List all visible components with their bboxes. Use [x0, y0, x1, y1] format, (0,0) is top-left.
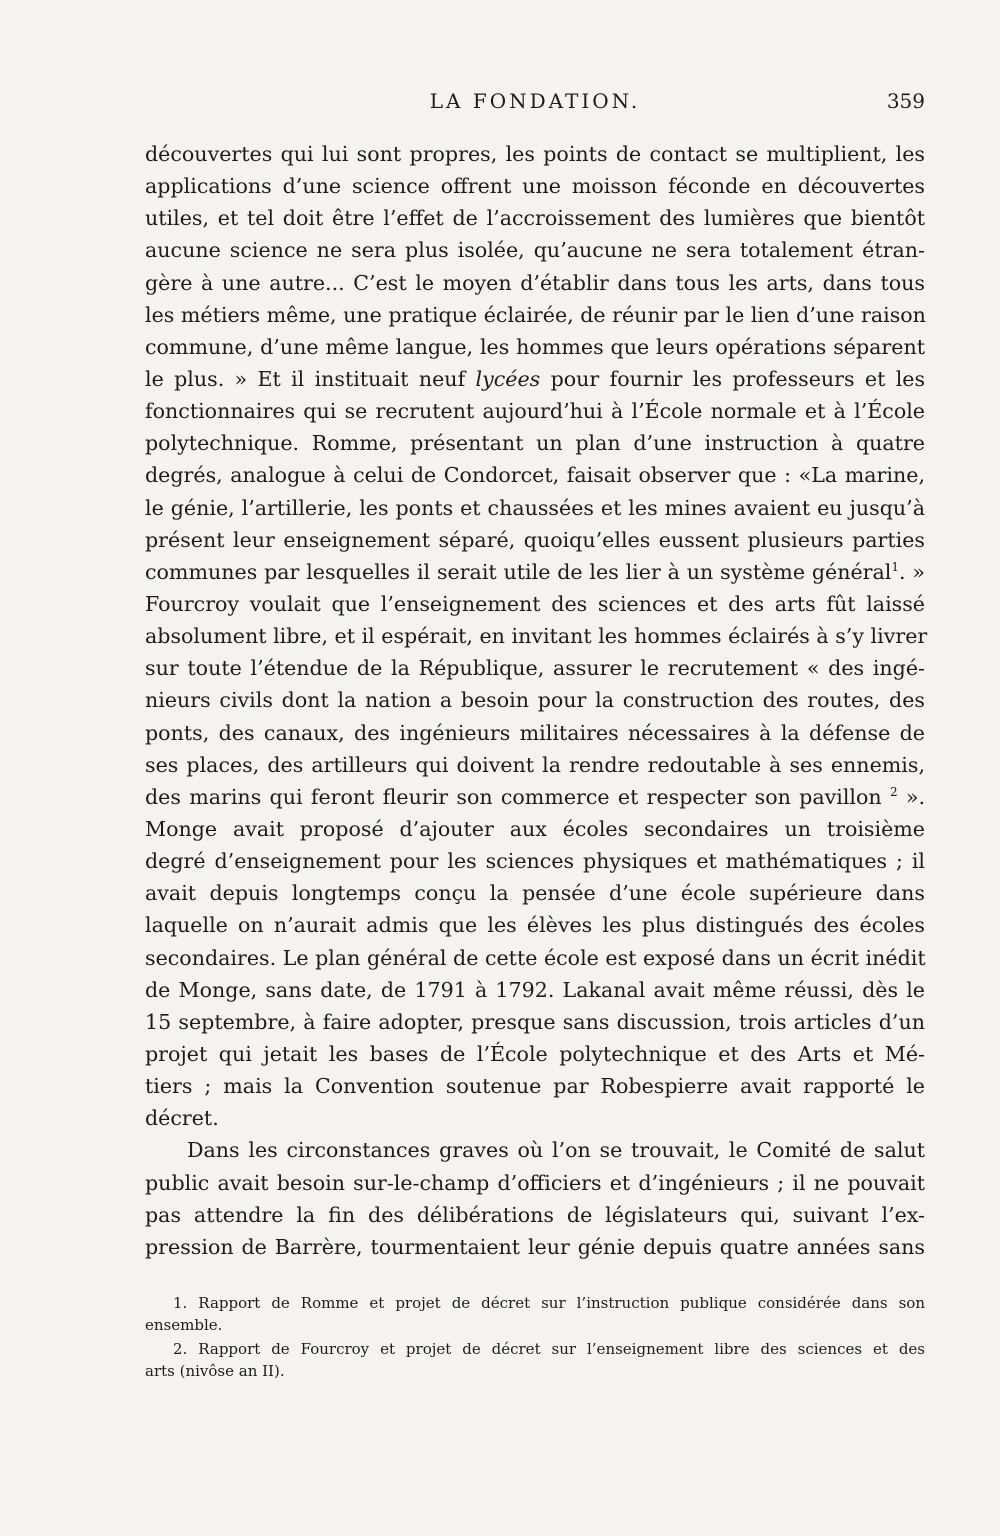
text-line: 15 septembre, à faire adopter, presque sans discussion, trois articles d’un	[145, 1009, 925, 1034]
text-line: de Monge, sans date, de 1791 à 1792. Lakanal avait même réussi, dès le	[145, 977, 925, 1002]
text-line: ponts, des canaux, des ingénieurs militaires nécessaires à la défense de	[145, 720, 925, 745]
text-line: public avait besoin sur-le-champ d’officiers et d’ingénieurs ; il ne pouvait	[145, 1170, 925, 1195]
text-line: gère à une autre... C’est le moyen d’établir dans tous les arts, dans tous	[145, 270, 925, 295]
footnote-2-line: 2. Rapport de Fourcroy et projet de décret sur l’enseignement libre des sciences et des	[173, 1340, 925, 1358]
italic-word: lycées	[475, 366, 541, 391]
footnote-1-line: 1. Rapport de Romme et projet de décret sur l’instruction publique considérée dans son	[173, 1294, 925, 1312]
text-line: ses places, des artilleurs qui doivent la rendre redoutable à ses ennemis,	[145, 752, 925, 777]
text-line: pression de Barrère, tourmentaient leur génie depuis quatre années sans	[145, 1234, 925, 1259]
text-line: projet qui jetait les bases de l’École polytechnique et des Arts et Mé-	[145, 1041, 925, 1066]
text-segment: ».	[897, 784, 925, 809]
text-line: les métiers même, une pratique éclairée, de réunir par le lien d’une raison	[145, 302, 926, 327]
text-line: absolument libre, et il espérait, en invitant les hommes éclairés à s’y livrer	[145, 624, 928, 649]
body-text	[145, 138, 928, 1263]
text-line: sur toute l’étendue de la République, assurer le recrutement « des ingé-	[145, 656, 925, 681]
text-line: polytechnique. Romme, présentant un plan d’une instruction à quatre	[145, 431, 925, 456]
text-line: utiles, et tel doit être l’effet de l’accroissement des lumières que bientôt	[145, 206, 925, 231]
text-line	[145, 556, 925, 588]
text-segment: . »	[899, 559, 926, 584]
running-title: LA FONDATION.	[429, 89, 641, 113]
footnote-2-line: arts (nivôse an II).	[145, 1361, 285, 1380]
text-line: nieurs civils dont la nation a besoin pour la construction des routes, des	[145, 688, 925, 713]
text-segment: des marins qui feront fleurir son commerce et respecter son pavillon	[145, 784, 882, 809]
text-line: tiers ; mais la Convention soutenue par Robespierre avait rapporté le	[145, 1074, 925, 1099]
text-line: pas attendre la fin des délibérations de législateurs qui, suivant l’ex-	[145, 1202, 925, 1227]
footnote-ref: 2	[889, 784, 898, 799]
text-line: présent leur enseignement séparé, quoiqu’elles eussent plusieurs parties	[145, 527, 925, 552]
text-segment: pour fournir les professeurs et les	[550, 366, 926, 391]
text-segment: communes par lesquelles il serait utile de les lier à un système général	[145, 559, 892, 584]
text-line: décret.	[145, 1106, 219, 1131]
text-line: Monge avait proposé d’ajouter aux écoles secondaires un troisième	[145, 816, 925, 841]
page-number: 359	[886, 89, 925, 113]
text-line: Dans les circonstances graves où l’on se trouvait, le Comité de salut	[187, 1138, 925, 1163]
text-line: Fourcroy voulait que l’enseignement des sciences et des arts fût laissé	[145, 591, 925, 616]
text-line	[145, 781, 925, 813]
text-line: applications d’une science offrent une moisson féconde en découvertes	[145, 174, 925, 199]
text-line: secondaires. Le plan général de cette école est exposé dans un écrit inédit	[145, 945, 926, 970]
text-line: avait depuis longtemps conçu la pensée d’une école supérieure dans	[145, 881, 925, 906]
text-line: le génie, l’artillerie, les ponts et chaussées et les mines avaient eu jusqu’à	[145, 495, 925, 520]
text-line: laquelle on n’aurait admis que les élèves les plus distingués des écoles	[145, 913, 925, 938]
text-segment: le plus. » Et il instituait neuf	[145, 366, 466, 391]
text-line	[145, 363, 925, 395]
text-line: degrés, analogue à celui de Condorcet, faisait observer que : «La marine,	[145, 463, 925, 488]
running-head	[145, 86, 925, 116]
text-line: découvertes qui lui sont propres, les points de contact se multiplient, les	[145, 142, 925, 166]
footnote-ref: 1	[891, 559, 900, 574]
text-line: fonctionnaires qui se recrutent aujourd’hui à l’École normale et à l’École	[145, 399, 925, 424]
text-line: degré d’enseignement pour les sciences physiques et mathématiques ; il	[145, 849, 925, 874]
text-line: commune, d’une même langue, les hommes que leurs opérations séparent	[145, 334, 925, 359]
footnote-1-line: ensemble.	[145, 1315, 223, 1334]
footnotes	[145, 1293, 925, 1382]
text-line: aucune science ne sera plus isolée, qu’aucune ne sera totalement étran-	[145, 238, 925, 263]
